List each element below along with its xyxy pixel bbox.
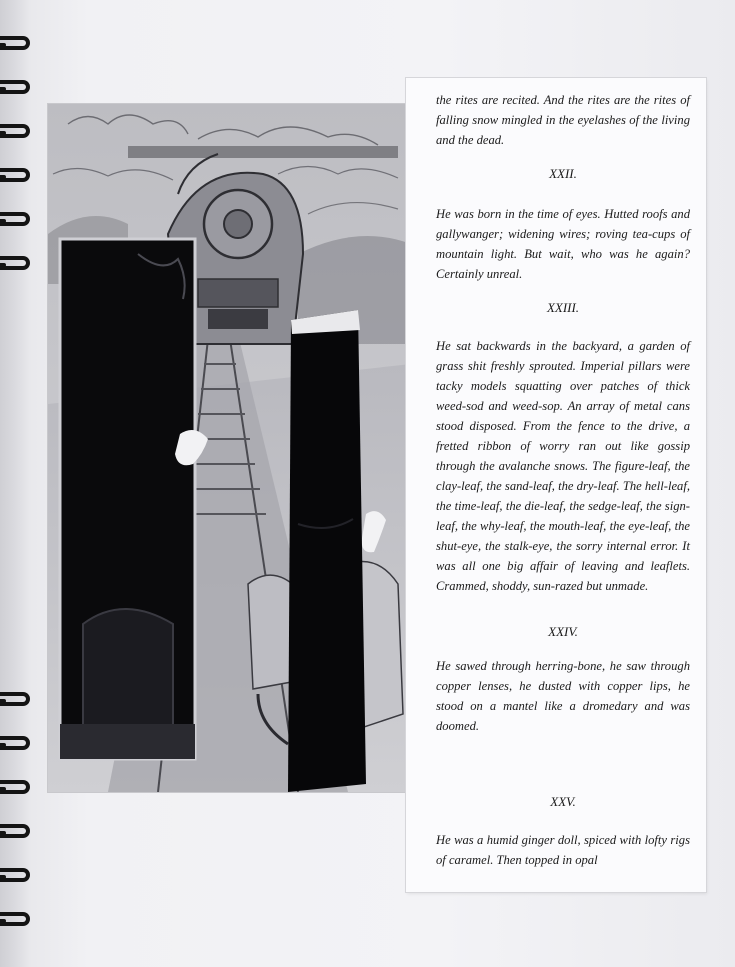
spiral-ring: [0, 36, 30, 50]
spiral-ring: [0, 780, 30, 794]
collage-image: [48, 104, 411, 792]
spiral-ring: [0, 212, 30, 226]
collage-illustration: [48, 104, 411, 792]
section-numeral: XXIII.: [546, 300, 580, 315]
spiral-ring: [0, 168, 30, 182]
spiral-ring: [0, 124, 30, 138]
spiral-ring: [0, 824, 30, 838]
section-paragraph: He was a humid ginger doll, spiced with lofty rigs of caramel. Then topped in opal: [436, 833, 690, 867]
spiral-ring: [0, 80, 30, 94]
text-sheet: [406, 78, 706, 892]
binding-shadow: [0, 0, 30, 967]
section-numeral: XXIV.: [548, 624, 578, 639]
section-paragraph: He sawed through herring-bone, he saw through copper lenses, he dusted with copper lips, he stood on a mantel like a dromedary and was doomed.: [436, 659, 690, 733]
spiral-ring: [0, 692, 30, 706]
intro-paragraph: the rites are recited. And the rites are the rites of falling snow mingled in the eyelashes of the living and the dead.: [436, 93, 690, 147]
spiral-ring: [0, 256, 30, 270]
spiral-ring: [0, 736, 30, 750]
section-paragraph: He was born in the time of eyes. Hutted roofs and gallywanger; widening wires; roving tea-cups of mountain light. But wait, who was he again? Certainly unreal.: [436, 207, 690, 281]
spiral-ring: [0, 912, 30, 926]
section-numeral: XXII.: [549, 166, 577, 181]
section-paragraph: He sat backwards in the backyard, a garden of grass shit freshly sprouted. Imperial pillars were tacky models squatting over patches of thick weed-sod and weed-sop. An array of metal cans stood disposed. From the fence to the drive, a fretted ribbon of worry ran out like gossip through the avalanche snows. The figure-leaf, the clay-leaf, the sand-leaf, the dry-leaf. The hell-leaf, the time-leaf, the die-leaf, the sedge-leaf, the sign-leaf, the why-leaf, the mouth-leaf, the eye-leaf, the shut-eye, the stalk-eye, the sorry internal error. It was all one big affair of leaving and leaflets. Crammed, shoddy, sun-razed but unmade.: [436, 339, 690, 593]
section-numeral: XXV.: [550, 794, 576, 809]
spiral-ring: [0, 868, 30, 882]
